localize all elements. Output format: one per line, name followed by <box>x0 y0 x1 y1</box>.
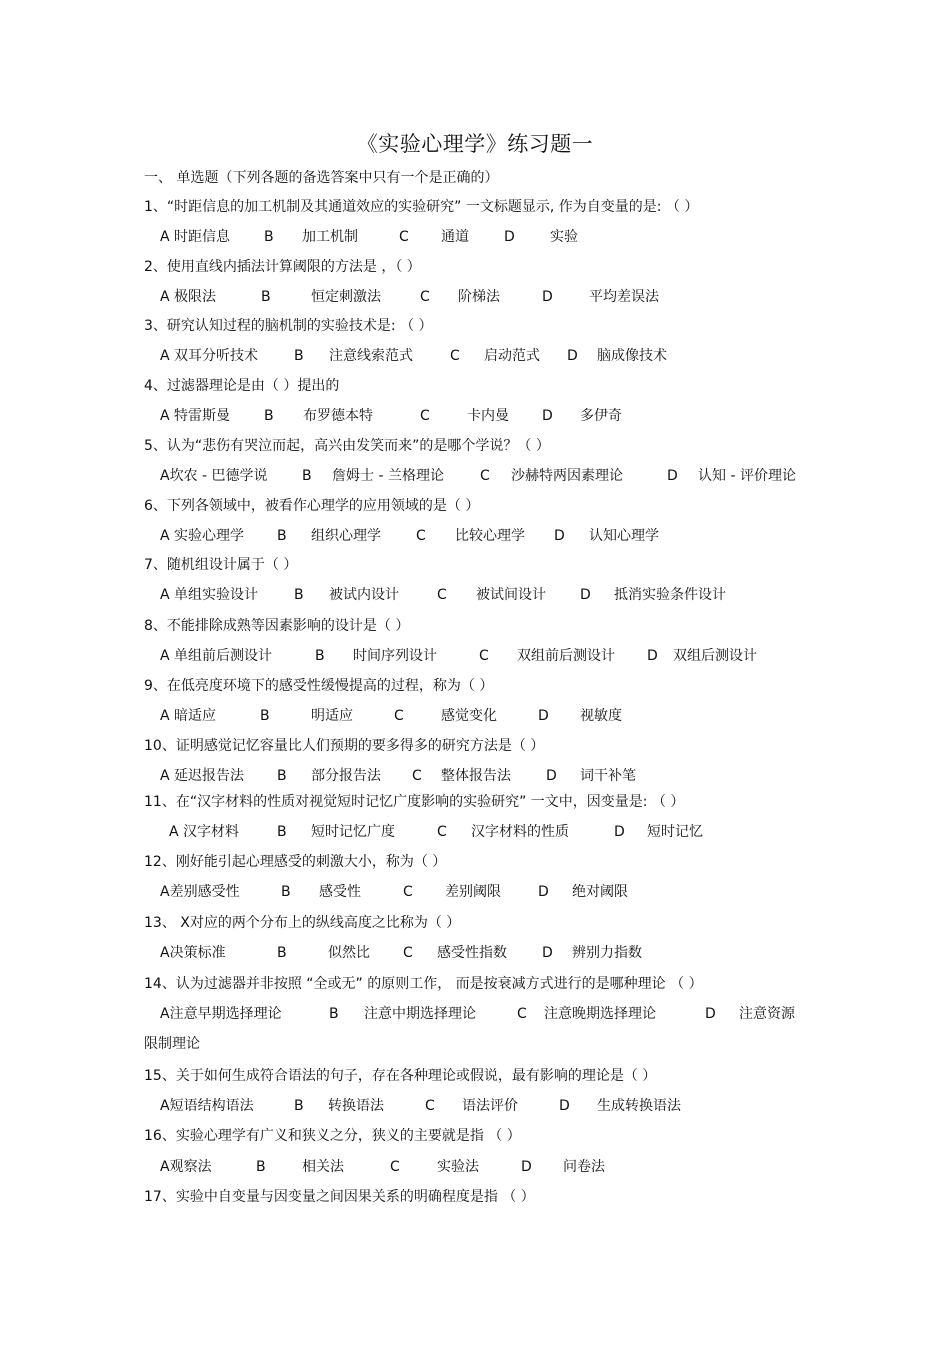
option-d: 实验 <box>550 229 578 245</box>
option-c: 感觉变化 <box>441 708 497 724</box>
option-b-letter: B <box>277 768 287 784</box>
option-b: 明适应 <box>311 708 353 724</box>
option-d: 抵消实验条件设计 <box>614 587 726 603</box>
option-b-letter: B <box>315 648 325 664</box>
option-b: 时间序列设计 <box>353 648 437 664</box>
option-c-letter: C <box>425 1098 435 1114</box>
page-title: 《实验心理学》练习题一 <box>356 132 594 156</box>
option-b: 被试内设计 <box>329 587 399 603</box>
question-stem: 6、下列各领域中，被看作心理学的应用领域的是（ ） <box>144 498 480 514</box>
option-c: 感受性指数 <box>437 945 507 961</box>
option-a: A 单组前后测设计 <box>160 648 273 664</box>
question-stem: 14、认为过滤器并非按照 “全或无” 的原则工作， 而是按衰减方式进行的是哪种理论 （ ） <box>144 976 703 992</box>
option-d-letter: D <box>559 1098 570 1114</box>
option-b: 加工机制 <box>302 229 358 245</box>
option-b-letter: B <box>277 824 287 840</box>
option-d: 注意资源 <box>739 1006 795 1022</box>
option-b-letter: B <box>260 708 270 724</box>
option-d: 多伊奇 <box>580 408 622 424</box>
question-stem: 10、证明感觉记忆容量比人们预期的要多得多的研究方法是（ ） <box>144 738 545 754</box>
option-b-letter: B <box>302 468 312 484</box>
option-a: A 极限法 <box>160 289 217 305</box>
option-c: 阶梯法 <box>458 289 500 305</box>
option-d: 生成转换语法 <box>597 1098 681 1114</box>
option-c: 沙赫特两因素理论 <box>511 468 623 484</box>
option-c-letter: C <box>416 528 426 544</box>
question-stem: 13、 X对应的两个分布上的纵线高度之比称为（ ） <box>144 915 461 931</box>
option-b: 恒定刺激法 <box>311 289 381 305</box>
option-d-letter: D <box>580 587 591 603</box>
option-c-letter: C <box>450 348 460 364</box>
option-d-letter: D <box>538 884 549 900</box>
option-d-letter: D <box>554 528 565 544</box>
option-c-letter: C <box>437 824 447 840</box>
option-b: 部分报告法 <box>311 768 381 784</box>
option-d: 绝对阈限 <box>572 884 628 900</box>
option-b-letter: B <box>277 945 287 961</box>
option-a: A 暗适应 <box>160 708 217 724</box>
option-c: 比较心理学 <box>455 528 525 544</box>
question-stem: 17、实验中自变量与因变量之间因果关系的明确程度是指 （ ） <box>144 1189 535 1205</box>
option-d: 认知 - 评价理论 <box>698 468 796 484</box>
option-c: 通道 <box>441 229 469 245</box>
option-a: A 双耳分听技术 <box>160 348 259 364</box>
option-b: 相关法 <box>302 1159 344 1175</box>
question-stem: 1、“时距信息的加工机制及其通道效应的实验研究” 一文标题显示, 作为自变量的是: （ ） <box>144 199 699 215</box>
option-b: 似然比 <box>328 945 370 961</box>
option-d: 认知心理学 <box>589 528 659 544</box>
option-b-letter: B <box>261 289 271 305</box>
option-b: 转换语法 <box>328 1098 384 1114</box>
option-b: 注意中期选择理论 <box>364 1006 476 1022</box>
option-c: 语法评价 <box>462 1098 518 1114</box>
option-a: A观察法 <box>160 1159 212 1175</box>
option-d-letter: D <box>542 408 553 424</box>
option-b: 詹姆士 - 兰格理论 <box>332 468 444 484</box>
option-c: 实验法 <box>437 1159 479 1175</box>
option-d: 问卷法 <box>563 1159 605 1175</box>
option-c: 差别阈限 <box>445 884 501 900</box>
option-b: 短时记忆广度 <box>311 824 395 840</box>
option-d-letter: D <box>667 468 678 484</box>
question-stem: 15、关于如何生成符合语法的句子，存在各种理论或假说，最有影响的理论是（ ） <box>144 1068 657 1084</box>
option-c-letter: C <box>479 648 489 664</box>
option-c-letter: C <box>517 1006 527 1022</box>
option-b: 组织心理学 <box>311 528 381 544</box>
option-d-letter: D <box>542 289 553 305</box>
option-c-letter: C <box>437 587 447 603</box>
option-b-letter: B <box>294 348 304 364</box>
option-c: 注意晚期选择理论 <box>544 1006 656 1022</box>
question-stem: 4、过滤器理论是由（ ）提出的 <box>144 378 340 394</box>
option-a: A 延迟报告法 <box>160 768 245 784</box>
option-b-letter: B <box>281 884 291 900</box>
option-c-letter: C <box>412 768 422 784</box>
question-stem: 8、不能排除成熟等因素影响的设计是（ ） <box>144 618 410 634</box>
option-d: 平均差误法 <box>589 289 659 305</box>
question-stem: 16、实验心理学有广义和狭义之分，狭义的主要就是指 （ ） <box>144 1128 521 1144</box>
question-stem: 3、研究认知过程的脑机制的实验技术是: （ ） <box>144 318 433 334</box>
option-b-letter: B <box>264 229 274 245</box>
option-c: 整体报告法 <box>441 768 511 784</box>
option-c: 汉字材料的性质 <box>471 824 569 840</box>
option-c-letter: C <box>390 1159 400 1175</box>
option-b-letter: B <box>277 528 287 544</box>
option-d-letter: D <box>521 1159 532 1175</box>
option-a: A短语结构语法 <box>160 1098 254 1114</box>
option-a: A 实验心理学 <box>160 528 245 544</box>
option-c-letter: C <box>399 229 409 245</box>
option-d: 词干补笔 <box>580 768 636 784</box>
question-stem: 12、刚好能引起心理感受的刺激大小，称为（ ） <box>144 854 447 870</box>
option-c: 双组前后测设计 <box>517 648 615 664</box>
option-a: A决策标准 <box>160 945 226 961</box>
option-c-letter: C <box>403 884 413 900</box>
question-stem: 2、使用直线内插法计算阈限的方法是 ，（ ） <box>144 259 421 275</box>
option-c: 被试间设计 <box>476 587 546 603</box>
option-a: A注意早期选择理论 <box>160 1006 282 1022</box>
option-d-letter: D <box>647 648 658 664</box>
option-d: 短时记忆 <box>647 824 703 840</box>
option-a: A 特雷斯曼 <box>160 408 231 424</box>
option-a: A 单组实验设计 <box>160 587 259 603</box>
option-b-letter: B <box>294 1098 304 1114</box>
option-c: 卡内曼 <box>467 408 509 424</box>
option-b: 感受性 <box>319 884 361 900</box>
option-d-letter: D <box>705 1006 716 1022</box>
option-a: A差别感受性 <box>160 884 240 900</box>
option-d: 双组后测设计 <box>673 648 757 664</box>
option-d-letter: D <box>546 768 557 784</box>
option-b-letter: B <box>329 1006 339 1022</box>
option-c-letter: C <box>420 408 430 424</box>
option-d-letter: D <box>567 348 578 364</box>
section-heading: 一、 单选题（下列各题的备选答案中只有一个是正确的） <box>144 170 499 186</box>
option-b-letter: B <box>294 587 304 603</box>
option-c-letter: C <box>403 945 413 961</box>
option-d: 视敏度 <box>580 708 622 724</box>
option-c-letter: C <box>394 708 404 724</box>
option-wrap-text: 限制理论 <box>144 1036 200 1052</box>
option-d: 脑成像技术 <box>597 348 667 364</box>
option-c: 启动范式 <box>484 348 540 364</box>
option-d-letter: D <box>614 824 625 840</box>
option-b: 注意线索范式 <box>329 348 413 364</box>
option-c-letter: C <box>420 289 430 305</box>
option-d-letter: D <box>504 229 515 245</box>
option-d-letter: D <box>542 945 553 961</box>
question-stem: 5、认为“悲伤有哭泣而起，高兴由发笑而来”的是哪个学说？（ ） <box>144 438 550 454</box>
option-b-letter: B <box>256 1159 266 1175</box>
option-b-letter: B <box>264 408 274 424</box>
option-a: A 时距信息 <box>160 229 231 245</box>
question-stem: 7、随机组设计属于（ ） <box>144 557 298 573</box>
option-a: A坎农 - 巴德学说 <box>160 468 268 484</box>
option-c-letter: C <box>480 468 490 484</box>
question-stem: 11、在“汉字材料的性质对视觉短时记忆广度影响的实验研究” 一文中，因变量是: （ ） <box>144 794 685 810</box>
option-d: 辨别力指数 <box>572 945 642 961</box>
option-a: A 汉字材料 <box>169 824 240 840</box>
question-stem: 9、在低亮度环境下的感受性缓慢提高的过程，称为（ ） <box>144 678 494 694</box>
option-d-letter: D <box>538 708 549 724</box>
option-b: 布罗德本特 <box>303 408 373 424</box>
